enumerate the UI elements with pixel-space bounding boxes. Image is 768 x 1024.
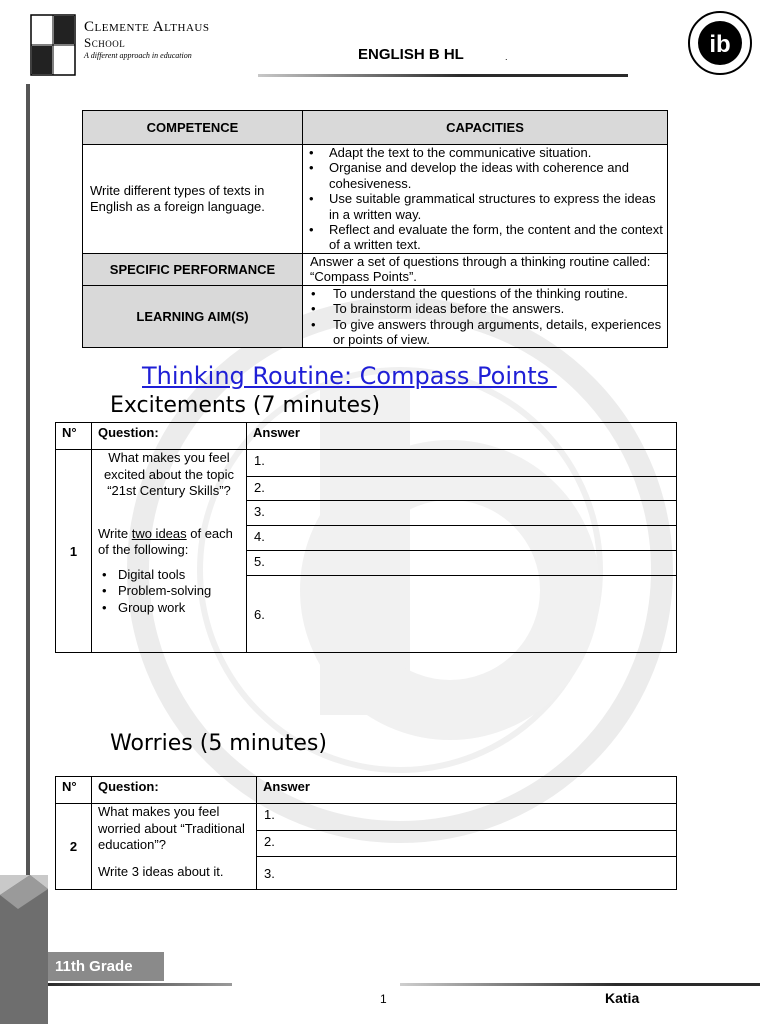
excitements-title: Excitements (7 minutes) [110,393,381,418]
answer-field-6[interactable]: 6. [247,576,677,653]
ib-logo-text: ib [709,31,731,58]
author-name: Katia [605,990,640,1006]
aim-text: To understand the questions of the thinking routine. [333,285,628,301]
list-item: • To give answers through arguments, details, experiences or points of view. [311,316,662,348]
instruction-text: Write 3 ideas about it. [98,863,224,879]
footer-rule-right [400,983,760,986]
learning-aims-list [303,286,667,348]
col-question: Question: [92,777,257,804]
specific-performance-label: SPECIFIC PERFORMANCE [83,253,303,285]
specific-performance-text: Answer a set of questions through a thinking routine called: “Compass Points”. [310,253,651,285]
answer-field-3[interactable]: 3. [257,857,677,890]
question-text: What makes you feel excited about the topic “21st Century Skills”? [103,450,235,498]
col-answer: Answer [257,777,677,804]
question-number: 2 [56,804,92,890]
col-number: N° [56,423,92,450]
topic-text: Digital tools [118,566,186,582]
list-item: • Organise and develop the ideas with coherence and cohesiveness. [309,160,629,191]
footer-corner-shape [0,875,48,1024]
list-item: • Reflect and evaluate the form, the content and the context of a written text. [309,222,663,253]
school-name-line1: Clemente Althaus [84,19,210,35]
capacity-text: Organise and develop the ideas with coherence and cohesiveness. [329,160,629,191]
list-item: • To brainstorm ideas before the answers. [311,301,565,317]
answer-field-1[interactable]: 1. [257,804,677,831]
list-item: • Adapt the text to the communicative situation. [309,145,592,160]
list-item: • Use suitable grammatical structures to express the ideas in a written way. [309,191,656,222]
learning-aims-label: LEARNING AIM(S) [83,285,303,348]
question-content [92,804,256,880]
question-text: What makes you feel worried about “Traditional education”? [98,804,245,852]
competence-table [82,110,668,348]
competence-text: Write different types of texts in English as a foreign language. [90,183,265,214]
capacities-cell [303,145,668,254]
competence-cell [83,145,303,254]
worries-table [55,776,677,890]
page-number: 1 [380,992,387,1006]
school-name [84,20,209,50]
subject-title: ENGLISH B HL [358,46,464,63]
header-rule [258,74,628,77]
routine-title-link[interactable]: Thinking Routine: Compass Points [142,362,557,390]
answer-field-2[interactable]: 2. [257,831,677,857]
learning-aims-cell [303,285,668,348]
topic-text: Group work [118,599,186,615]
topic-list [98,567,240,617]
answer-field-3[interactable]: 3. [247,501,677,526]
question-cell [92,450,247,653]
answer-field-4[interactable]: 4. [247,526,677,551]
question-number: 1 [56,450,92,653]
answer-field-1[interactable]: 1. [247,450,677,477]
school-name-line2: School [84,35,126,50]
instruction-text [98,526,240,559]
capacity-text: Adapt the text to the communicative situation. [329,145,592,160]
worries-title: Worries (5 minutes) [110,731,327,756]
subject-mark: . [505,52,508,62]
capacity-text: Reflect and evaluate the form, the content and the context of a written text. [329,222,663,253]
question-cell [92,804,257,890]
left-margin-bar [26,84,30,884]
excitements-table [55,422,677,653]
footer-rule-left [48,983,232,986]
col-number: N° [56,777,92,804]
answer-field-2[interactable]: 2. [247,477,677,501]
col-answer: Answer [247,423,677,450]
capacity-text: Use suitable grammatical structures to express the ideas in a written way. [329,191,656,222]
aim-text: To brainstorm ideas before the answers. [333,301,565,317]
capacities-list [303,145,667,253]
topic-text: Problem-solving [118,583,212,598]
question-content [92,450,246,616]
col-question: Question: [92,423,247,450]
specific-performance-cell [303,253,668,285]
col-competence: COMPETENCE [83,111,303,145]
grade-badge: 11th Grade [48,952,164,981]
list-item: • To understand the questions of the thinking routine. [311,285,628,301]
list-item: • Problem-solving [102,583,212,598]
aim-text: To give answers through arguments, details, experiences or points of view. [333,316,662,348]
school-crest-logo [30,14,76,76]
answer-field-5[interactable]: 5. [247,551,677,576]
list-item: • Group work [102,599,186,615]
list-item: • Digital tools [102,566,186,582]
instruction-pre: Write [98,525,132,541]
school-tagline: A different approach in education [84,51,192,60]
instruction-underlined: two ideas [131,525,187,541]
ib-logo [687,10,753,76]
col-capacities: CAPACITIES [303,111,668,145]
instruction-post: of each of the following: [98,525,233,557]
